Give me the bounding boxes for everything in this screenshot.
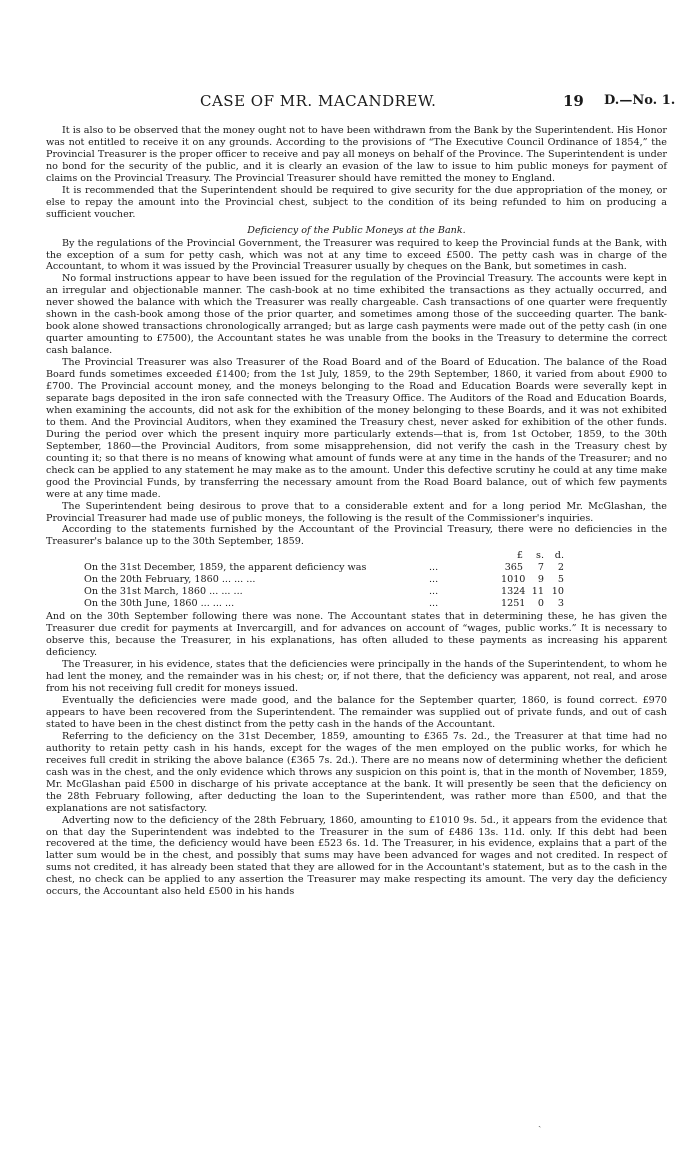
shillings-head: s.: [536, 550, 544, 562]
shillings-value: 0: [537, 598, 544, 610]
pounds-value: 1010: [501, 574, 526, 586]
pounds-head: £: [516, 550, 523, 562]
paragraph: It is recommended that the Superintendent should be required to give security for the due appropriation of the money, or else to repay the amount into the Provincial chest, subject to the condition of its being refunded to him on producing a sufficient voucher.: [46, 184, 667, 220]
table-column-heads: [46, 550, 667, 562]
page-number: 19: [563, 92, 584, 110]
table-row: [46, 562, 667, 574]
page-header: [0, 92, 700, 112]
paragraph: It is also to be observed that the money ought not to have been withdrawn from the Bank by the Superintendent. His Honor was not entitled to receive it on any grounds. According to the provisions of “The Executive Council Ordinance of 1854,” the Provincial Treasurer is the proper officer to receive and pay all moneys on behalf of the Province. The Superintendent is under no bond for the security of the public, and it is clearly an evasion of the law to issue to him public moneys for payment of claims on the Provincial Treasury. The Provincial Treasurer should have remitted the money to England.: [46, 125, 667, 184]
paragraph: The Superintendent being desirous to prove that to a considerable extent and for a long period Mr. McGlashan, the Provincial Treasurer had made use of public moneys, the following is the result of the Commissioner's inquiries.: [46, 500, 667, 524]
row-label: On the 20th February, 1860 ... ... ...: [84, 574, 256, 586]
shillings-value: 11: [531, 586, 544, 598]
table-row: [46, 598, 667, 610]
shillings-value: 7: [537, 562, 544, 574]
paragraph: Adverting now to the deficiency of the 28th February, 1860, amounting to £1010 9s. 5d., it appears from the evidence that on that day the Superintendent was indebted to the Treasurer in the sum of £486 13s. 11d. only. If this debt had been recovered at the time, the deficiency would have been £523 6s. 1d. The Treasurer, in his evidence, explains that a part of the latter sum would be in the chest, and possibly that sums may have been advanced for wages and not credited. In respect of sums not credited, it has already been stated that they are allowed for in the Accountant's statement, but as to the cash in the chest, no check can be applied to any assertion the Treasurer may make respecting its amount. The very day the deficiency occurs, the Accountant also held £500 in his hands: [46, 814, 667, 898]
paragraph: By the regulations of the Provincial Government, the Treasurer was required to keep the Provincial funds at the Bank, with the exception of a sum for petty cash, which was not at any time to exceed £500. The petty cash was in charge of the Accountant, to whom it was issued by the Provincial Treasurer usually by cheques on the Bank, but sometimes in cash.: [46, 237, 667, 273]
leader-dots: ...: [429, 574, 439, 586]
row-label: On the 30th June, 1860 ... ... ...: [84, 598, 235, 610]
leader-dots: ...: [429, 598, 439, 610]
paragraph: No formal instructions appear to have been issued for the regulation of the Provincial Treasury. The accounts were kept in an irregular and objectionable manner. The cash-book at no time exhibited the transactions as they actually occurred, and never showed the balance with which the Treasurer was really chargeable. Cash transactions of one quarter were frequently shown in the cash-book among those of the prior quarter, and sometimes among those of the succeeding quarter. The bank-book alone showed transactions chronologically arranged; but as large cash payments were made out of the petty cash (in one quarter amounting to £7500), the Accountant states he was unable from the books in the Treasury to determine the correct cash balance.: [46, 273, 667, 357]
pence-head: d.: [554, 550, 564, 562]
paragraph: Eventually the deficiencies were made good, and the balance for the September quarter, 1860, is found correct. £970 appears to have been recovered from the Superintendent. The remainder was supplied out of private funds, and out of cash stated to have been in the chest distinct from the petty cash in the hands of the Accountant.: [46, 695, 667, 730]
pounds-value: 1324: [501, 586, 526, 598]
pence-value: 3: [557, 598, 564, 610]
shillings-value: 9: [537, 574, 544, 586]
paragraph: Referring to the deficiency on the 31st December, 1859, amounting to £365 7s. 2d., the Treasurer at that time had no authority to retain petty cash in his hands, except for the wages of the men employed on the public works, for which he receives full credit in striking the above balance (£365 7s. 2d.). There are no means now of determining whether the deficient cash was in the chest, and the only evidence which throws any suspicion on this point is, that in the month of November, 1859, Mr. McGlashan paid £500 in discharge of his private acceptance at the bank. It will presently be seen that the deficiency on the 28th February following, after deducting the loan to the Superintendent, was rather more than £500, and that the explanations are not satisfactory.: [46, 730, 667, 814]
pence-value: 2: [557, 562, 564, 574]
document-reference: D.—No. 1.: [604, 93, 676, 108]
report-body: [46, 125, 667, 898]
pence-value: 5: [557, 574, 564, 586]
paragraph: The Provincial Treasurer was also Treasurer of the Road Board and of the Board of Education. The balance of the Road Board funds sometimes exceeded £1400; from the 1st July, 1859, to the 29th September, 1860, it varied from about £900 to £700. The Provincial account money, and the moneys belonging to the Road and Education Boards were severally kept in separate bags deposited in the iron safe connected with the Treasury Office. The Auditors of the Road and Education Boards, when examining the accounts, did not ask for the exhibition of the money belonging to these Boards, and it was not exhibited to them. And the Provincial Auditors, when they examined the Treasury chest, never asked for exhibition of the other funds. During the period over which the present inquiry more particularly extends—that is, from 1st October, 1859, to the 30th September, 1860—the Provincial Auditors, from some misapprehension, did not verify the cash in the Treasury chest by counting it; so that there is no means of knowing what amount of funds were at any time in the hands of the Treasurer; and no check can be applied to any statement he may make as to the amount. Under this defective scrutiny he could at any time make good the Provincial Funds, by transferring the necessary amount from the Road Board balance, out of which few payments were at any time made.: [46, 357, 667, 500]
row-label: On the 31st December, 1859, the apparent deficiency was: [84, 562, 367, 574]
pounds-value: 1251: [501, 598, 526, 610]
table-row: [46, 574, 667, 586]
section-heading: Deficiency of the Public Moneys at the Bank.: [247, 224, 466, 236]
leader-dots: ...: [429, 562, 439, 574]
pence-value: 10: [551, 586, 564, 598]
row-label: On the 31st March, 1860 ... ... ...: [84, 586, 243, 598]
running-title: CASE OF MR. MACANDREW.: [200, 92, 437, 110]
pounds-value: 365: [504, 562, 523, 574]
paragraph: According to the statements furnished by the Accountant of the Provincial Treasury, there were no deficiencies in the Treasurer's balance up to the 30th September, 1859.: [46, 524, 667, 548]
paragraph: And on the 30th September following there was none. The Accountant states that in determining these, he has given the Treasurer due credit for payments at Invercargill, and for advances on account of “wages, public works.” It is necessary to observe this, because the Treasurer, in his explanations, has often alluded to these payments as increasing his apparent deficiency.: [46, 611, 667, 659]
leader-dots: ...: [429, 586, 439, 598]
paragraph: The Treasurer, in his evidence, states that the deficiencies were principally in the hands of the Superintendent, to whom he had lent the money, and the remainder was in his chest; or, if not there, that the deficiency was apparent, not real, and arose from his not receiving full credit for moneys issued.: [46, 659, 667, 695]
stray-mark: ˏ: [538, 1117, 542, 1128]
deficiency-table: [46, 550, 667, 610]
table-row: [46, 586, 667, 598]
